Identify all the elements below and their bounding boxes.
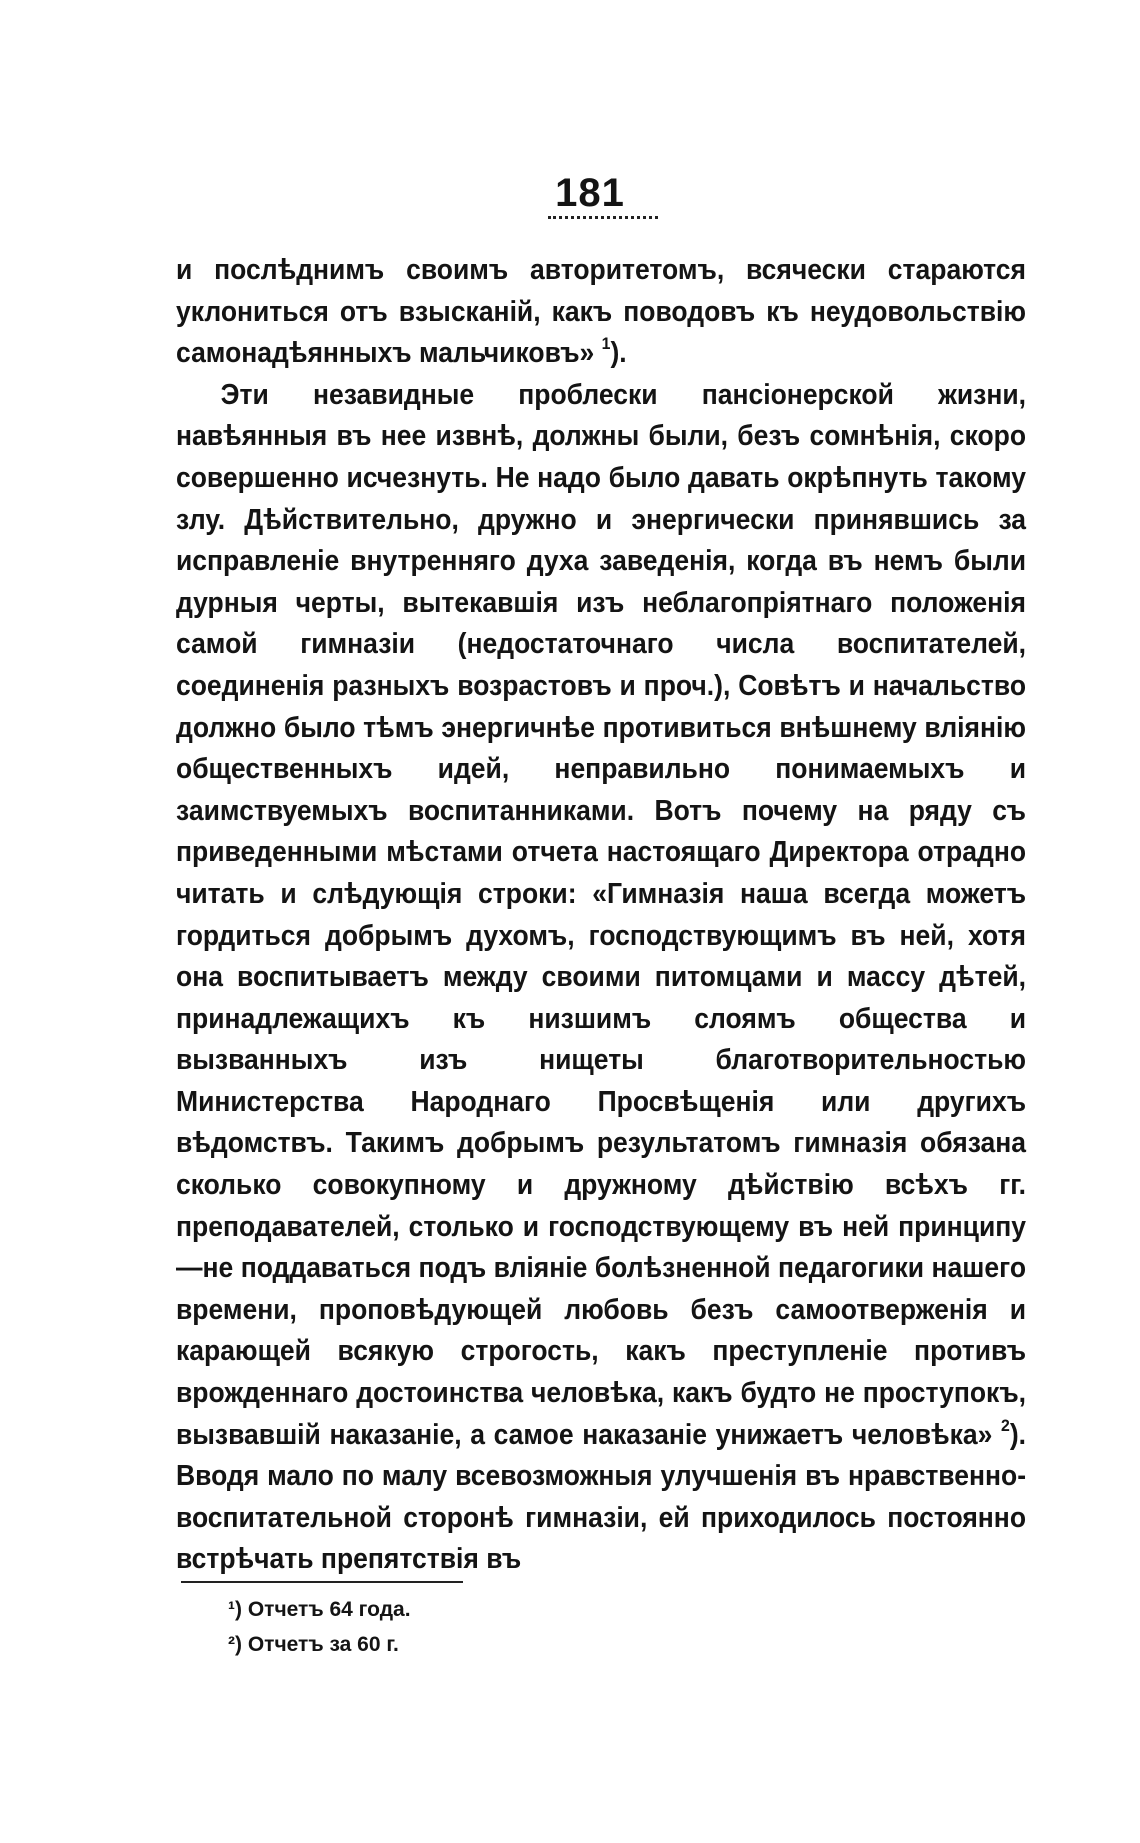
footnote-item (228, 1627, 411, 1662)
footnote-text: Отчетъ за 60 г. (247, 1633, 399, 1656)
paragraph-2-text: Эти незавидные проблески пансіонерской жизни, навѣянныя въ нее извнѣ, должны были, безъ сомнѣнія, скоро совершенно исчезнуть. Не надо было давать окрѣпнуть такому злу. Дѣйствительно, дружно и энергически принявшись за исправленіе внутренняго духа заведенія, когда въ немъ были дурныя черты, вытекавшія изъ неблагопріятнаго положенія самой гимназіи (недостаточнаго числа воспитателей, соединенія разныхъ возрастовъ и проч.), Совѣтъ и начальство должно было тѣмъ энергичнѣе противиться внѣшнему вліянію общественныхъ идей, неправильно понимаемыхъ и заимствуемыхъ воспитанниками. Вотъ почему на ряду съ приведенными мѣстами отчета настоящаго Директора отрадно читать и слѣдующія строки: «Гимназія наша всегда можетъ гордиться добрымъ духомъ, господствующимъ въ ней, хотя она воспитываетъ между своими питомцами и массу дѣтей, принадлежащихъ къ низшимъ слоямъ общества и вызванныхъ изъ нищеты благотворительностью Министерства Народнаго Просвѣщенія или другихъ вѣдомствъ. Такимъ добрымъ результатомъ гимназія обязана сколько совокупному и дружному дѣйствію всѣхъ гг. преподавателей, столько и господствующему въ ней принципу—не поддаваться подъ вліяніе болѣзненной педагогики нашего времени, проповѣдующей любовь безъ самоотверженія и карающей всякую строгость, какъ преступленіе противъ врожденнаго достоинства человѣка, какъ будто не проступокъ, вызвавшій наказаніе, а самое наказаніе унижаетъ человѣка» (176, 378, 1027, 1451)
paragraph-1 (176, 250, 1026, 375)
body-text (176, 250, 1026, 1581)
footnote-separator (181, 1581, 463, 1583)
footnote-marker: ¹) (228, 1598, 242, 1621)
page-number: 181 (555, 171, 625, 215)
footnote-ref-2: 2 (1001, 1415, 1010, 1435)
footnote-item (228, 1592, 411, 1627)
footnotes (228, 1592, 411, 1662)
footnote-text: Отчетъ 64 года. (247, 1598, 411, 1621)
page-number-dotted-rule (548, 216, 658, 219)
footnote-ref-1: 1 (601, 334, 611, 354)
paragraph-2-end: ). Вводя мало по малу всевозможныя улучшенія въ нравственно-воспитательной сторонѣ гимназіи, ей приходилось постоянно встрѣчать препятствія въ (176, 1418, 1027, 1576)
paragraph-1-text: и послѣднимъ своимъ авторитетомъ, всячески стараются уклониться отъ взысканій, какъ поводовъ къ неудовольствію самонадѣянныхъ мальчиковъ» (176, 254, 1027, 370)
footnote-marker: ²) (228, 1633, 242, 1656)
paragraph-1-end: ). (610, 337, 627, 370)
paragraph-2 (176, 375, 1026, 1581)
